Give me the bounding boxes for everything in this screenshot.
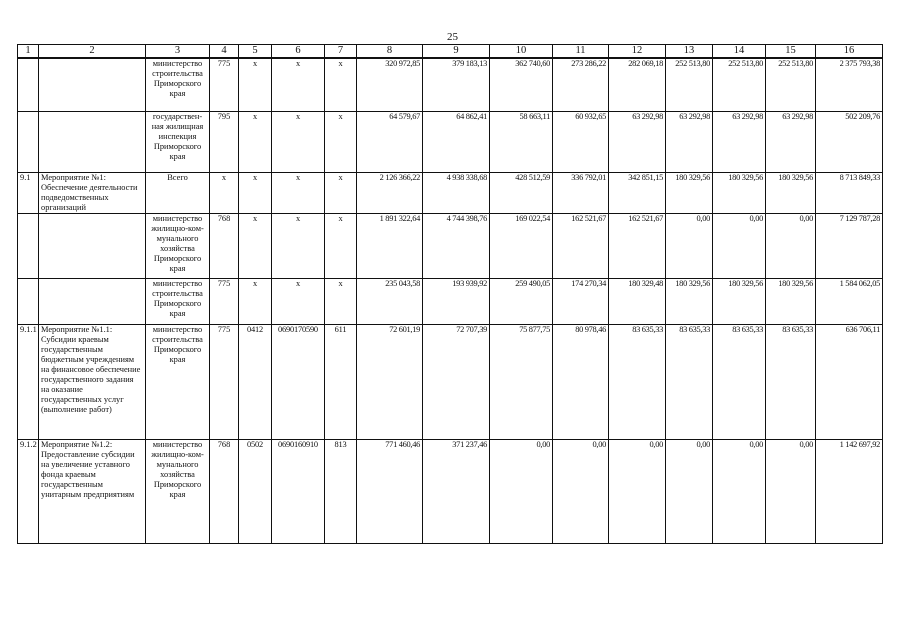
expense-type-cell: x — [325, 173, 357, 214]
section-code-cell: 0412 — [239, 325, 272, 440]
amount-cell: 162 521,67 — [553, 214, 609, 279]
department-code-cell: 775 — [210, 58, 239, 112]
column-header: 5 — [239, 45, 272, 59]
item-name-cell — [39, 214, 146, 279]
header-row — [18, 45, 883, 59]
amount-cell: 320 972,85 — [357, 58, 423, 112]
amount-cell: 273 286,22 — [553, 58, 609, 112]
department-code-cell: 795 — [210, 112, 239, 173]
column-header: 3 — [146, 45, 210, 59]
column-header: 14 — [713, 45, 766, 59]
target-code-cell: x — [272, 112, 325, 173]
section-code-cell: x — [239, 279, 272, 325]
amount-cell: 174 270,34 — [553, 279, 609, 325]
table-row — [18, 58, 883, 112]
amount-cell: 0,00 — [609, 440, 666, 544]
column-header: 12 — [609, 45, 666, 59]
item-name-cell: Мероприятие №1.2: Предоставление субсидии на увеличение уставного фонда краевым государственным унитарным предприятиям — [39, 440, 146, 544]
amount-cell: 180 329,56 — [713, 173, 766, 214]
amount-cell: 63 292,98 — [666, 112, 713, 173]
item-name-cell — [39, 279, 146, 325]
column-header: 2 — [39, 45, 146, 59]
amount-cell: 180 329,56 — [666, 173, 713, 214]
organization-cell: министерство строительства Приморского края — [146, 325, 210, 440]
amount-cell: 8 713 849,33 — [816, 173, 883, 214]
department-code-cell: 775 — [210, 279, 239, 325]
amount-cell: 180 329,48 — [609, 279, 666, 325]
item-name-cell — [39, 112, 146, 173]
target-code-cell: x — [272, 214, 325, 279]
target-code-cell: x — [272, 58, 325, 112]
item-number-cell: 9.1 — [18, 173, 39, 214]
expense-type-cell: 813 — [325, 440, 357, 544]
amount-cell: 252 513,80 — [766, 58, 816, 112]
item-number-cell: 9.1.2 — [18, 440, 39, 544]
amount-cell: 235 043,58 — [357, 279, 423, 325]
department-code-cell: 775 — [210, 325, 239, 440]
expense-type-cell: x — [325, 279, 357, 325]
item-number-cell — [18, 279, 39, 325]
amount-cell: 502 209,76 — [816, 112, 883, 173]
amount-cell: 180 329,56 — [713, 279, 766, 325]
amount-cell: 636 706,11 — [816, 325, 883, 440]
amount-cell: 7 129 787,28 — [816, 214, 883, 279]
item-number-cell — [18, 58, 39, 112]
column-header: 4 — [210, 45, 239, 59]
amount-cell: 180 329,56 — [766, 279, 816, 325]
amount-cell: 252 513,80 — [713, 58, 766, 112]
amount-cell: 282 069,18 — [609, 58, 666, 112]
expense-type-cell: 611 — [325, 325, 357, 440]
amount-cell: 4 744 398,76 — [423, 214, 490, 279]
column-header: 11 — [553, 45, 609, 59]
amount-cell: 0,00 — [666, 440, 713, 544]
section-code-cell: x — [239, 58, 272, 112]
page-number: 25 — [447, 31, 458, 43]
column-header: 1 — [18, 45, 39, 59]
budget-table — [17, 44, 883, 544]
amount-cell: 371 237,46 — [423, 440, 490, 544]
amount-cell: 83 635,33 — [766, 325, 816, 440]
column-header: 16 — [816, 45, 883, 59]
organization-cell: министерство строительства Приморского края — [146, 279, 210, 325]
organization-cell: государствен-ная жилищная инспекция Приморского края — [146, 112, 210, 173]
organization-cell: министерство жилищно-ком-мунального хозяйства Приморского края — [146, 214, 210, 279]
table-row — [18, 112, 883, 173]
column-header: 9 — [423, 45, 490, 59]
amount-cell: 83 635,33 — [713, 325, 766, 440]
amount-cell: 180 329,56 — [766, 173, 816, 214]
amount-cell: 83 635,33 — [666, 325, 713, 440]
amount-cell: 0,00 — [766, 440, 816, 544]
amount-cell: 180 329,56 — [666, 279, 713, 325]
item-name-cell — [39, 58, 146, 112]
target-code-cell: x — [272, 279, 325, 325]
amount-cell: 162 521,67 — [609, 214, 666, 279]
target-code-cell: x — [272, 173, 325, 214]
item-name-cell: Мероприятие №1: Обеспечение деятельности подведомственных организаций — [39, 173, 146, 214]
amount-cell: 2 126 366,22 — [357, 173, 423, 214]
amount-cell: 64 862,41 — [423, 112, 490, 173]
item-number-cell — [18, 112, 39, 173]
column-header: 8 — [357, 45, 423, 59]
table-row — [18, 214, 883, 279]
amount-cell: 4 938 338,68 — [423, 173, 490, 214]
amount-cell: 771 460,46 — [357, 440, 423, 544]
section-code-cell: x — [239, 173, 272, 214]
amount-cell: 342 851,15 — [609, 173, 666, 214]
amount-cell: 83 635,33 — [609, 325, 666, 440]
table-row — [18, 440, 883, 544]
amount-cell: 72 601,19 — [357, 325, 423, 440]
item-number-cell — [18, 214, 39, 279]
amount-cell: 1 891 322,64 — [357, 214, 423, 279]
amount-cell: 336 792,01 — [553, 173, 609, 214]
amount-cell: 0,00 — [553, 440, 609, 544]
table-row — [18, 279, 883, 325]
department-code-cell: x — [210, 173, 239, 214]
section-code-cell: x — [239, 214, 272, 279]
amount-cell: 0,00 — [490, 440, 553, 544]
amount-cell: 0,00 — [713, 440, 766, 544]
amount-cell: 2 375 793,38 — [816, 58, 883, 112]
section-code-cell: x — [239, 112, 272, 173]
department-code-cell: 768 — [210, 214, 239, 279]
amount-cell: 0,00 — [766, 214, 816, 279]
amount-cell: 72 707,39 — [423, 325, 490, 440]
amount-cell: 63 292,98 — [766, 112, 816, 173]
amount-cell: 64 579,67 — [357, 112, 423, 173]
column-header: 6 — [272, 45, 325, 59]
amount-cell: 75 877,75 — [490, 325, 553, 440]
amount-cell: 252 513,80 — [666, 58, 713, 112]
organization-cell: министерство жилищно-ком-мунального хозяйства Приморского края — [146, 440, 210, 544]
column-header: 15 — [766, 45, 816, 59]
amount-cell: 80 978,46 — [553, 325, 609, 440]
organization-cell: министерство строительства Приморского края — [146, 58, 210, 112]
table-row — [18, 325, 883, 440]
amount-cell: 0,00 — [666, 214, 713, 279]
target-code-cell: 0690170590 — [272, 325, 325, 440]
column-header: 7 — [325, 45, 357, 59]
amount-cell: 379 183,13 — [423, 58, 490, 112]
target-code-cell: 0690160910 — [272, 440, 325, 544]
amount-cell: 63 292,98 — [713, 112, 766, 173]
department-code-cell: 768 — [210, 440, 239, 544]
amount-cell: 60 932,65 — [553, 112, 609, 173]
amount-cell: 0,00 — [713, 214, 766, 279]
amount-cell: 1 584 062,05 — [816, 279, 883, 325]
amount-cell: 259 490,05 — [490, 279, 553, 325]
amount-cell: 63 292,98 — [609, 112, 666, 173]
expense-type-cell: x — [325, 214, 357, 279]
amount-cell: 362 740,60 — [490, 58, 553, 112]
item-number-cell: 9.1.1 — [18, 325, 39, 440]
column-header: 13 — [666, 45, 713, 59]
amount-cell: 1 142 697,92 — [816, 440, 883, 544]
amount-cell: 193 939,92 — [423, 279, 490, 325]
amount-cell: 169 022,54 — [490, 214, 553, 279]
column-header: 10 — [490, 45, 553, 59]
expense-type-cell: x — [325, 112, 357, 173]
expense-type-cell: x — [325, 58, 357, 112]
section-code-cell: 0502 — [239, 440, 272, 544]
organization-cell: Всего — [146, 173, 210, 214]
amount-cell: 58 663,11 — [490, 112, 553, 173]
amount-cell: 428 512,59 — [490, 173, 553, 214]
item-name-cell: Мероприятие №1.1: Субсидии краевым государственным бюджетным учреждениям на финансовое обеспечение государственного задания на оказание государственных услуг (выполнение работ) — [39, 325, 146, 440]
table-row — [18, 173, 883, 214]
